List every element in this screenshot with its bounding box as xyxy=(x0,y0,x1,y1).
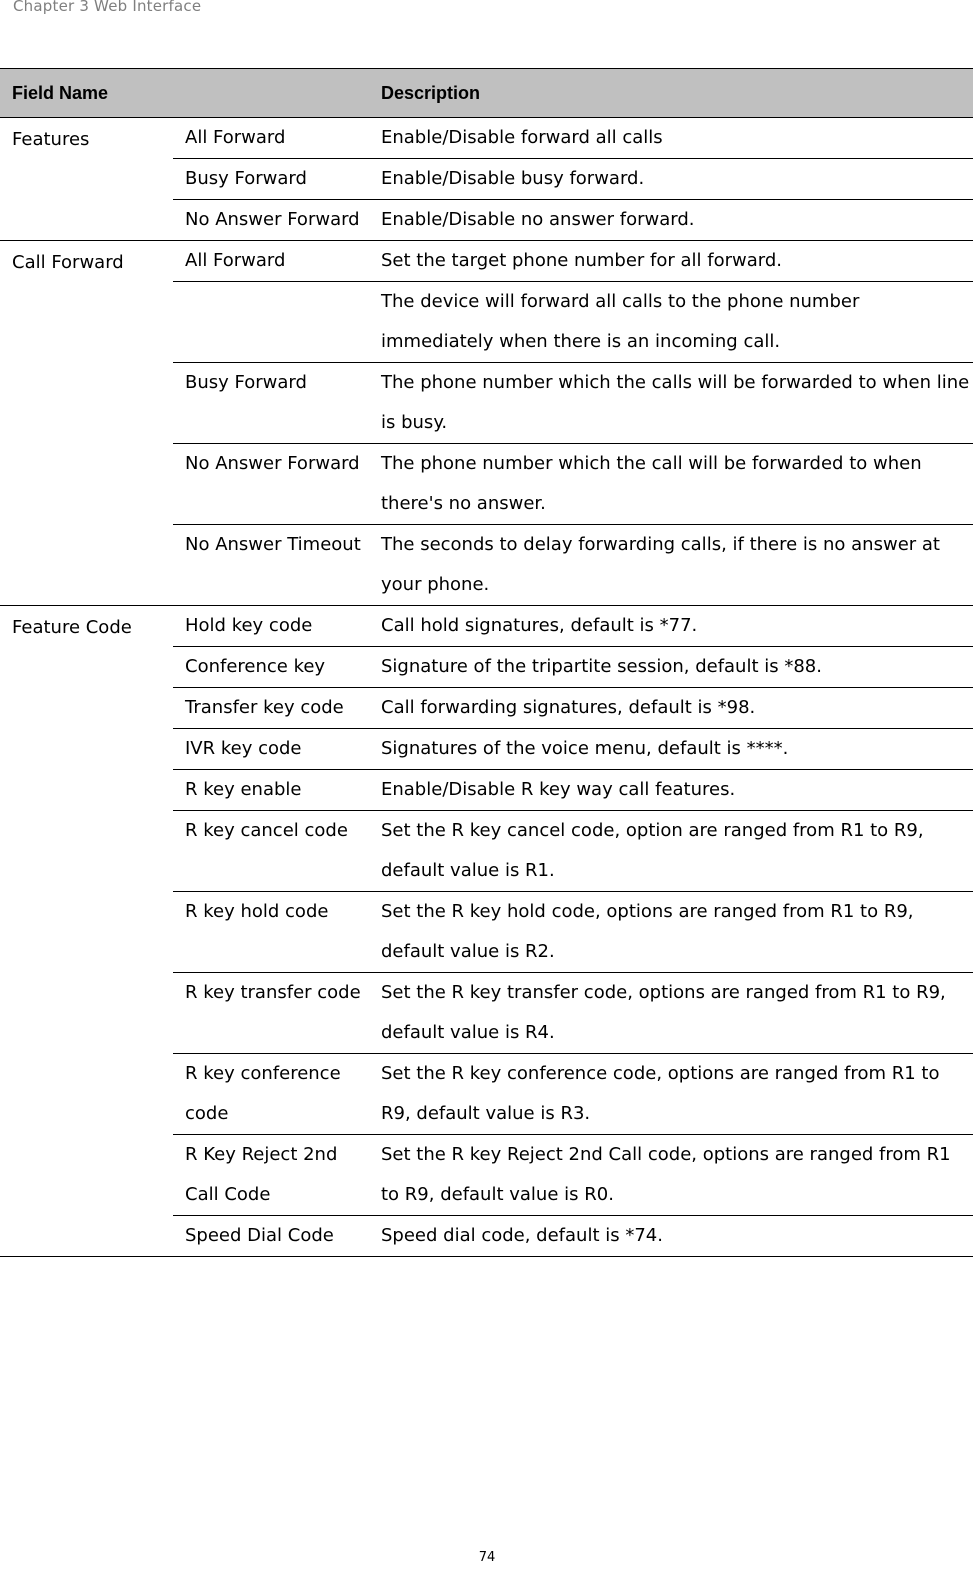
field-description: The device will forward all calls to the phone number immediately when there is an incoming call. xyxy=(369,282,973,363)
field-description-table xyxy=(0,68,973,1257)
field-name: Transfer key code xyxy=(173,688,369,729)
field-description: Enable/Disable forward all calls xyxy=(369,118,973,159)
field-name: R key cancel code xyxy=(173,811,369,892)
table-row xyxy=(0,241,973,282)
field-description: Set the target phone number for all forward. xyxy=(369,241,973,282)
field-name: Speed Dial Code xyxy=(173,1216,369,1257)
field-name xyxy=(173,282,369,363)
table-header-row xyxy=(0,69,973,118)
field-name: R key hold code xyxy=(173,892,369,973)
page-number: 74 xyxy=(478,1550,496,1565)
field-description: The seconds to delay forwarding calls, if there is no answer at your phone. xyxy=(369,525,973,606)
field-name: R key conference code xyxy=(173,1054,369,1135)
field-name: Hold key code xyxy=(173,606,369,647)
field-name: No Answer Timeout xyxy=(173,525,369,606)
field-name: R key enable xyxy=(173,770,369,811)
field-description: Set the R key Reject 2nd Call code, options are ranged from R1 to R9, default value is R0. xyxy=(369,1135,973,1216)
field-description: Enable/Disable R key way call features. xyxy=(369,770,973,811)
table-row xyxy=(0,118,973,159)
field-description: Signatures of the voice menu, default is ****. xyxy=(369,729,973,770)
field-name: All Forward xyxy=(173,241,369,282)
field-description: Speed dial code, default is *74. xyxy=(369,1216,973,1257)
field-description: Set the R key hold code, options are ranged from R1 to R9, default value is R2. xyxy=(369,892,973,973)
field-description: The phone number which the call will be forwarded to when there's no answer. xyxy=(369,444,973,525)
table-row xyxy=(0,606,973,647)
column-header-field-name: Field Name xyxy=(0,69,369,118)
group-label-features: Features xyxy=(0,118,173,241)
field-name: R key transfer code xyxy=(173,973,369,1054)
field-description: Set the R key conference code, options are ranged from R1 to R9, default value is R3. xyxy=(369,1054,973,1135)
field-description: Set the R key transfer code, options are ranged from R1 to R9, default value is R4. xyxy=(369,973,973,1054)
field-description: Signature of the tripartite session, default is *88. xyxy=(369,647,973,688)
field-name: IVR key code xyxy=(173,729,369,770)
field-name: Conference key xyxy=(173,647,369,688)
group-label-call-forward: Call Forward xyxy=(0,241,173,606)
field-name: Busy Forward xyxy=(173,363,369,444)
field-description: Enable/Disable busy forward. xyxy=(369,159,973,200)
field-description: Set the R key cancel code, option are ranged from R1 to R9, default value is R1. xyxy=(369,811,973,892)
field-description: Call forwarding signatures, default is *98. xyxy=(369,688,973,729)
field-name: All Forward xyxy=(173,118,369,159)
field-name: Busy Forward xyxy=(173,159,369,200)
chapter-header: Chapter 3 Web Interface xyxy=(13,0,202,15)
field-name: R Key Reject 2nd Call Code xyxy=(173,1135,369,1216)
field-description: Call hold signatures, default is *77. xyxy=(369,606,973,647)
column-header-description: Description xyxy=(369,69,973,118)
field-description: The phone number which the calls will be forwarded to when line is busy. xyxy=(369,363,973,444)
field-description: Enable/Disable no answer forward. xyxy=(369,200,973,241)
field-name: No Answer Forward xyxy=(173,444,369,525)
field-name: No Answer Forward xyxy=(173,200,369,241)
group-label-feature-code: Feature Code xyxy=(0,606,173,1257)
